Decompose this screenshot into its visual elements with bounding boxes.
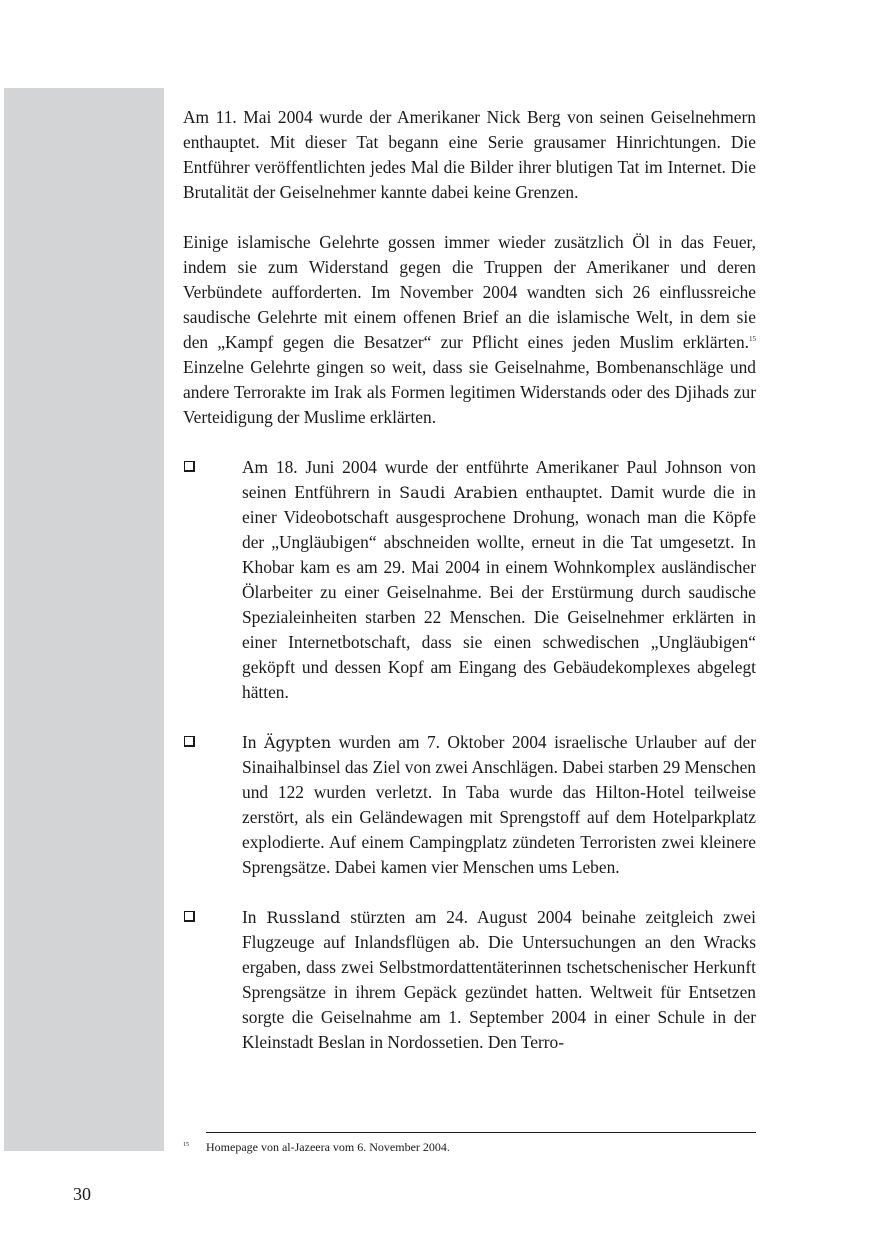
list-item [183,905,756,1055]
list-item [183,730,756,880]
country-name: Russland [266,908,341,927]
checkbox-bullet-icon [184,461,195,472]
paragraph: Am 11. Mai 2004 wurde der Amerikaner Nick Berg von seinen Geiselnehmern enthauptet. Mit dieser Tat begann eine Serie grausamer Hinrichtungen. Die Entführer veröffentlichten jedes Mal die Bilder ihrer blutigen Tat im Internet. Die Brutalität der Geiselnehmer kannte dabei keine Grenzen. [183,107,756,202]
country-name: Ägypten [263,733,332,752]
country-name: Saudi Arabien [399,483,518,502]
list-item-text: In Ägypten wurden am 7. Oktober 2004 israelische Urlauber auf der Sinaihalbinsel das Ziel von zwei Anschlägen. Dabei starben 29 Menschen und 122 wurden verletzt. In Taba wurde das Hilton-Hotel teilweise zerstört, als ein Geländewagen mit Sprengstoff auf dem Hotelparkplatz explodierte. Auf einem Campingplatz zündeten Terroristen zwei kleinere Sprengsätze. Dabei kamen vier Menschen ums Leben. [242,732,756,877]
footnote [183,1139,450,1155]
body-text [183,105,756,1080]
footnote-text: Homepage von al-Jazeera vom 6. November 2004. [206,1140,450,1154]
list-item [183,455,756,705]
checkbox-bullet-icon [184,736,195,747]
list-item-text: Am 18. Juni 2004 wurde der entführte Amerikaner Paul Johnson von seinen Entführern in Saudi Arabien enthauptet. Damit wurde die in einer Videobotschaft ausgesprochene Drohung, wonach man die Köpfe der „Ungläubigen“ abschneiden wollte, erneut in die Tat umgesetzt. In Khobar kam es am 29. Mai 2004 in einem Wohnkomplex ausländischer Ölarbeiter zu einer Geiselnahme. Bei der Erstürmung durch saudische Spezialeinheiten starben 22 Menschen. Die Geiselnehmer erklärten in einer Internetbotschaft, dass sie einen schwedischen „Ungläubigen“ geköpft und dessen Kopf am Eingang des Gebäudekomplexes abgelegt hätten. [242,457,756,702]
paragraph: Einige islamische Gelehrte gossen immer wieder zusätzlich Öl in das Feuer, indem sie zum Widerstand gegen die Truppen der Amerikaner und deren Verbündete aufforderten. Im November 2004 wandten sich 26 einflussreiche saudische Gelehrte mit einem offenen Brief an die islamische Welt, in dem sie den „Kampf gegen die Besatzer“ zur Pflicht eines jeden Muslim erklärten.$^{15}$ Einzelne Gelehrte gingen so weit, dass sie Geiselnahme, Bombenanschläge und andere Terrorakte im Irak als Formen legitimen Widerstands oder des Djihads zur Verteidigung der Muslime erklärten. [183,232,756,427]
footnote-divider [206,1132,756,1133]
page-margin-bar [4,88,164,1151]
list-item-text: In Russland stürzten am 24. August 2004 beinahe zeitgleich zwei Flugzeuge auf Inlandsflügen ab. Die Untersuchungen an den Wracks ergaben, dass zwei Selbstmordattentäterinnen tschetschenischer Herkunft Sprengsätze in ihrem Gepäck gezündet hatten. Weltweit für Entsetzen sorgte die Geiselnahme am 1. September 2004 in einer Schule in der Kleinstadt Beslan in Nordossetien. Den Terro- [242,907,756,1052]
footnote-number: 15 [183,1142,189,1148]
footnote-reference: 15 [749,335,756,344]
page-number: 30 [73,1184,91,1204]
checkbox-bullet-icon [184,911,195,922]
